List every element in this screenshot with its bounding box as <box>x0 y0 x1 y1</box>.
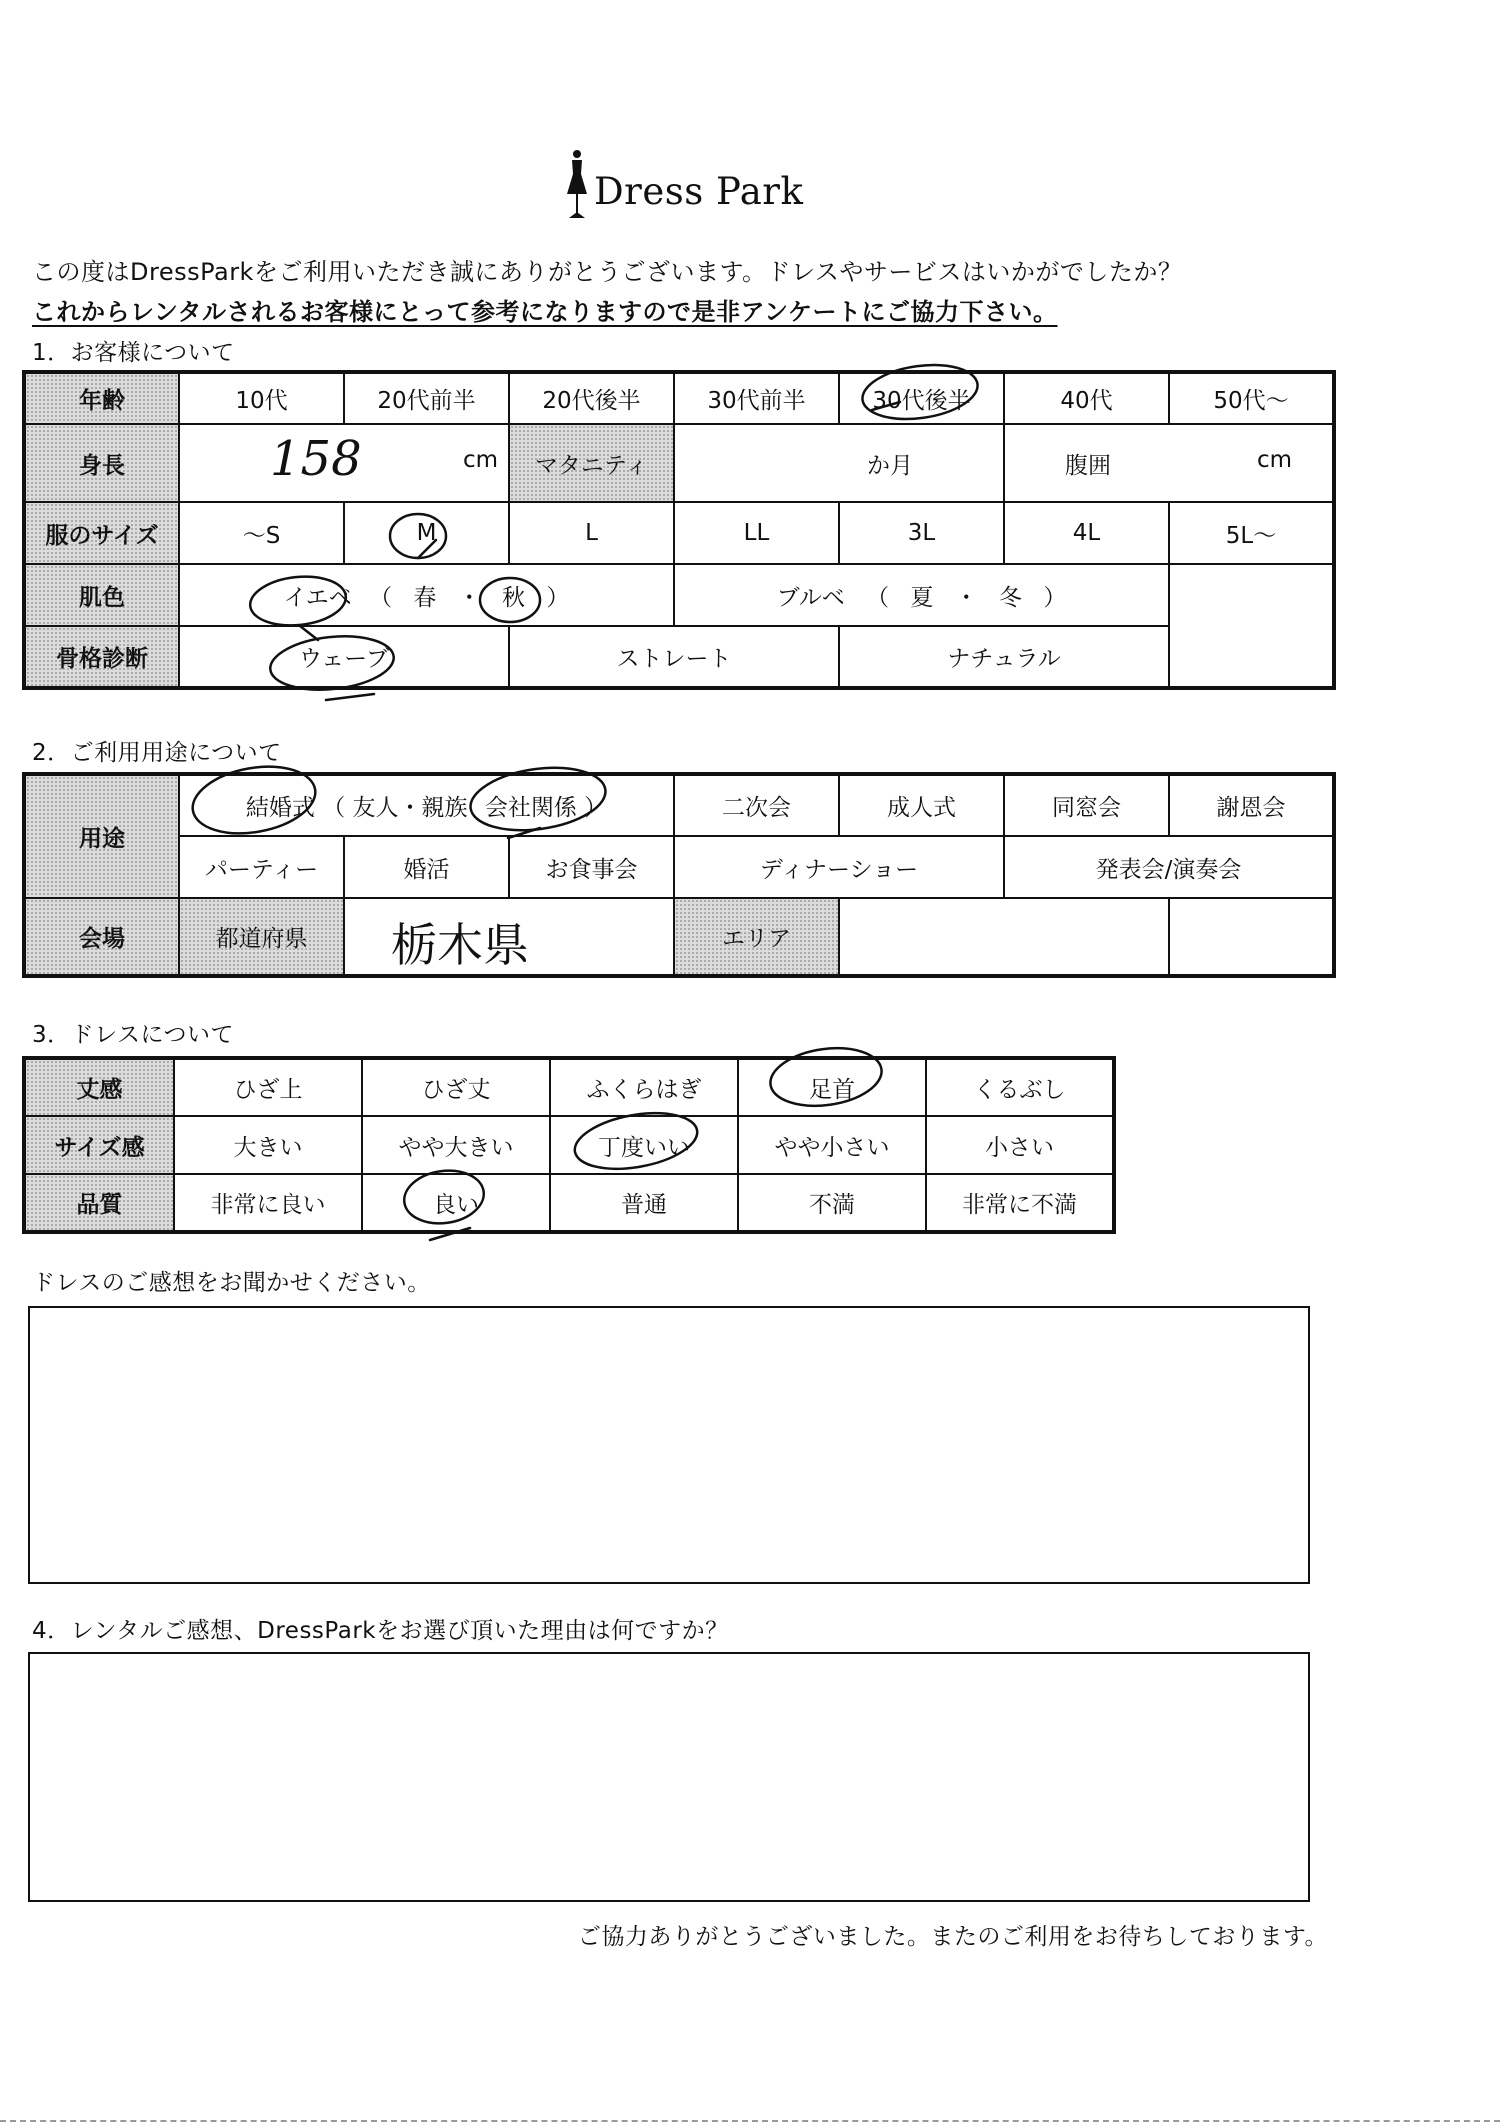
prefecture-field[interactable] <box>344 898 674 976</box>
paren-close: ） <box>1043 584 1067 611</box>
quality-option[interactable]: 不満 <box>738 1174 926 1232</box>
height-field[interactable] <box>179 424 509 502</box>
waist-field[interactable] <box>1004 424 1334 502</box>
age-option[interactable]: 20代後半 <box>509 372 674 424</box>
quality-label: 品質 <box>24 1174 174 1232</box>
age-option[interactable]: 40代 <box>1004 372 1169 424</box>
quality-option[interactable]: 非常に良い <box>174 1174 362 1232</box>
skin-autumn: 秋 <box>502 584 526 611</box>
fit-option[interactable]: やや小さい <box>738 1116 926 1174</box>
skin-blue: ブルベ <box>776 584 845 611</box>
purpose-label: 用途 <box>24 774 179 898</box>
customer-info-table <box>22 370 1336 690</box>
skin-spring: 春 <box>413 584 437 611</box>
rental-reason-box[interactable] <box>28 1652 1310 1902</box>
paren-close: ） <box>546 584 570 611</box>
usage-table <box>22 772 1336 978</box>
size-option[interactable]: 5L～ <box>1169 502 1334 564</box>
size-row <box>24 502 1334 564</box>
purpose-option[interactable]: 謝恩会 <box>1169 774 1334 836</box>
age-option[interactable]: 20代前半 <box>344 372 509 424</box>
skeleton-label: 骨格診断 <box>24 626 179 688</box>
quality-row <box>24 1174 1114 1232</box>
size-option[interactable]: LL <box>674 502 839 564</box>
empty-cell <box>1169 564 1334 626</box>
quality-option-selected[interactable]: 良い <box>362 1174 550 1232</box>
section2-title: 2．ご利用用途について <box>32 740 282 766</box>
purpose-option[interactable]: ディナーショー <box>674 836 1004 898</box>
page-edge <box>0 2120 1500 2122</box>
size-option-selected[interactable]: M <box>344 502 509 564</box>
purpose-wedding: 結婚式 <box>245 795 315 821</box>
purpose-option[interactable]: パーティー <box>179 836 344 898</box>
purpose-option[interactable]: 同窓会 <box>1004 774 1169 836</box>
purpose-friends-family: 友人・親族 <box>352 795 468 821</box>
skin-blue-option[interactable] <box>674 564 1169 626</box>
fit-option-selected[interactable]: 丁度いい <box>550 1116 738 1174</box>
skin-yellow: イエベ <box>283 584 352 611</box>
waist-label: 腹囲 <box>1065 453 1111 479</box>
area-label: エリア <box>674 898 839 976</box>
separator: ・ <box>457 584 481 611</box>
area-field[interactable] <box>839 898 1169 976</box>
skin-winter: 冬 <box>999 584 1023 611</box>
section3-title: 3．ドレスについて <box>32 1022 234 1048</box>
length-option[interactable]: ふくらはぎ <box>550 1058 738 1116</box>
length-option[interactable]: ひざ上 <box>174 1058 362 1116</box>
wedding-option[interactable] <box>179 774 674 836</box>
check-mark <box>326 694 374 700</box>
paren-open: （ <box>369 584 393 611</box>
skin-label: 肌色 <box>24 564 179 626</box>
section1-title: 1．お客様について <box>32 340 235 366</box>
purpose-row-1 <box>24 774 1334 836</box>
length-row <box>24 1058 1114 1116</box>
length-option[interactable]: ひざ丈 <box>362 1058 550 1116</box>
skeleton-option[interactable]: ストレート <box>509 626 839 688</box>
age-option-selected[interactable]: 30代後半 <box>839 372 1004 424</box>
skin-summer: 夏 <box>910 584 934 611</box>
empty-cell <box>1169 898 1334 976</box>
length-option[interactable]: くるぶし <box>926 1058 1114 1116</box>
height-row <box>24 424 1334 502</box>
logo-text: Dress Park <box>594 170 804 213</box>
height-label: 身長 <box>24 424 179 502</box>
separator: ・ <box>954 584 978 611</box>
size-label: 服のサイズ <box>24 502 179 564</box>
purpose-option[interactable]: 成人式 <box>839 774 1004 836</box>
skeleton-row <box>24 626 1334 688</box>
prefecture-label: 都道府県 <box>179 898 344 976</box>
quality-option[interactable]: 非常に不満 <box>926 1174 1114 1232</box>
dress-table <box>22 1056 1116 1234</box>
age-option[interactable]: 30代前半 <box>674 372 839 424</box>
dress-mannequin-icon <box>560 148 594 228</box>
purpose-option[interactable]: 発表会/演奏会 <box>1004 836 1334 898</box>
paren-close: ） <box>584 795 608 821</box>
prefecture-value: 栃木県 <box>391 918 529 972</box>
size-option[interactable]: 3L <box>839 502 1004 564</box>
thank-you-text: ご協力ありがとうございました。またのご利用をお待ちしております。 <box>577 1924 1328 1950</box>
skeleton-option-selected[interactable]: ウェーブ <box>179 626 509 688</box>
height-unit: cm <box>462 447 498 473</box>
paren-open: （ <box>322 795 346 821</box>
fit-label: サイズ感 <box>24 1116 174 1174</box>
purpose-company: 会社関係 <box>484 795 577 821</box>
size-option[interactable]: 4L <box>1004 502 1169 564</box>
skin-row <box>24 564 1334 626</box>
empty-cell <box>1169 626 1334 688</box>
venue-row <box>24 898 1334 976</box>
height-value: 158 <box>270 431 362 487</box>
maternity-label: マタニティ <box>509 424 674 502</box>
venue-label: 会場 <box>24 898 179 976</box>
quality-option[interactable]: 普通 <box>550 1174 738 1232</box>
age-label: 年齢 <box>24 372 179 424</box>
length-option-selected[interactable]: 足首 <box>738 1058 926 1116</box>
purpose-option[interactable]: お食事会 <box>509 836 674 898</box>
age-option[interactable]: 10代 <box>179 372 344 424</box>
dresspark-logo <box>560 148 820 228</box>
fit-row <box>24 1116 1114 1174</box>
size-option[interactable]: ～S <box>179 502 344 564</box>
age-option[interactable]: 50代～ <box>1169 372 1334 424</box>
paren-open: （ <box>866 584 890 611</box>
size-option[interactable]: L <box>509 502 674 564</box>
fit-option[interactable]: 小さい <box>926 1116 1114 1174</box>
section4-title: 4．レンタルご感想、DressParkをお選び頂いた理由は何ですか？ <box>32 1618 729 1644</box>
skeleton-option[interactable]: ナチュラル <box>839 626 1169 688</box>
waist-unit: cm <box>1256 447 1292 473</box>
age-row <box>24 372 1334 424</box>
purpose-option[interactable]: 婚活 <box>344 836 509 898</box>
purpose-row-2 <box>24 836 1334 898</box>
dress-comment-label: ドレスのご感想をお聞かせください。 <box>32 1270 431 1296</box>
skin-yellow-option[interactable] <box>179 564 674 626</box>
fit-option[interactable]: 大きい <box>174 1116 362 1174</box>
dress-comment-box[interactable] <box>28 1306 1310 1584</box>
purpose-option[interactable]: 二次会 <box>674 774 839 836</box>
maternity-months-field[interactable]: か月 <box>674 424 1004 502</box>
length-label: 丈感 <box>24 1058 174 1116</box>
intro-request-text: これからレンタルされるお客様にとって参考になりますので是非アンケートにご協力下さい。 <box>32 298 1058 326</box>
fit-option[interactable]: やや大きい <box>362 1116 550 1174</box>
intro-text: この度はDressParkをご利用いただき誠にありがとうございます。ドレスやサービスはいかがでしたか？ <box>32 258 1183 286</box>
